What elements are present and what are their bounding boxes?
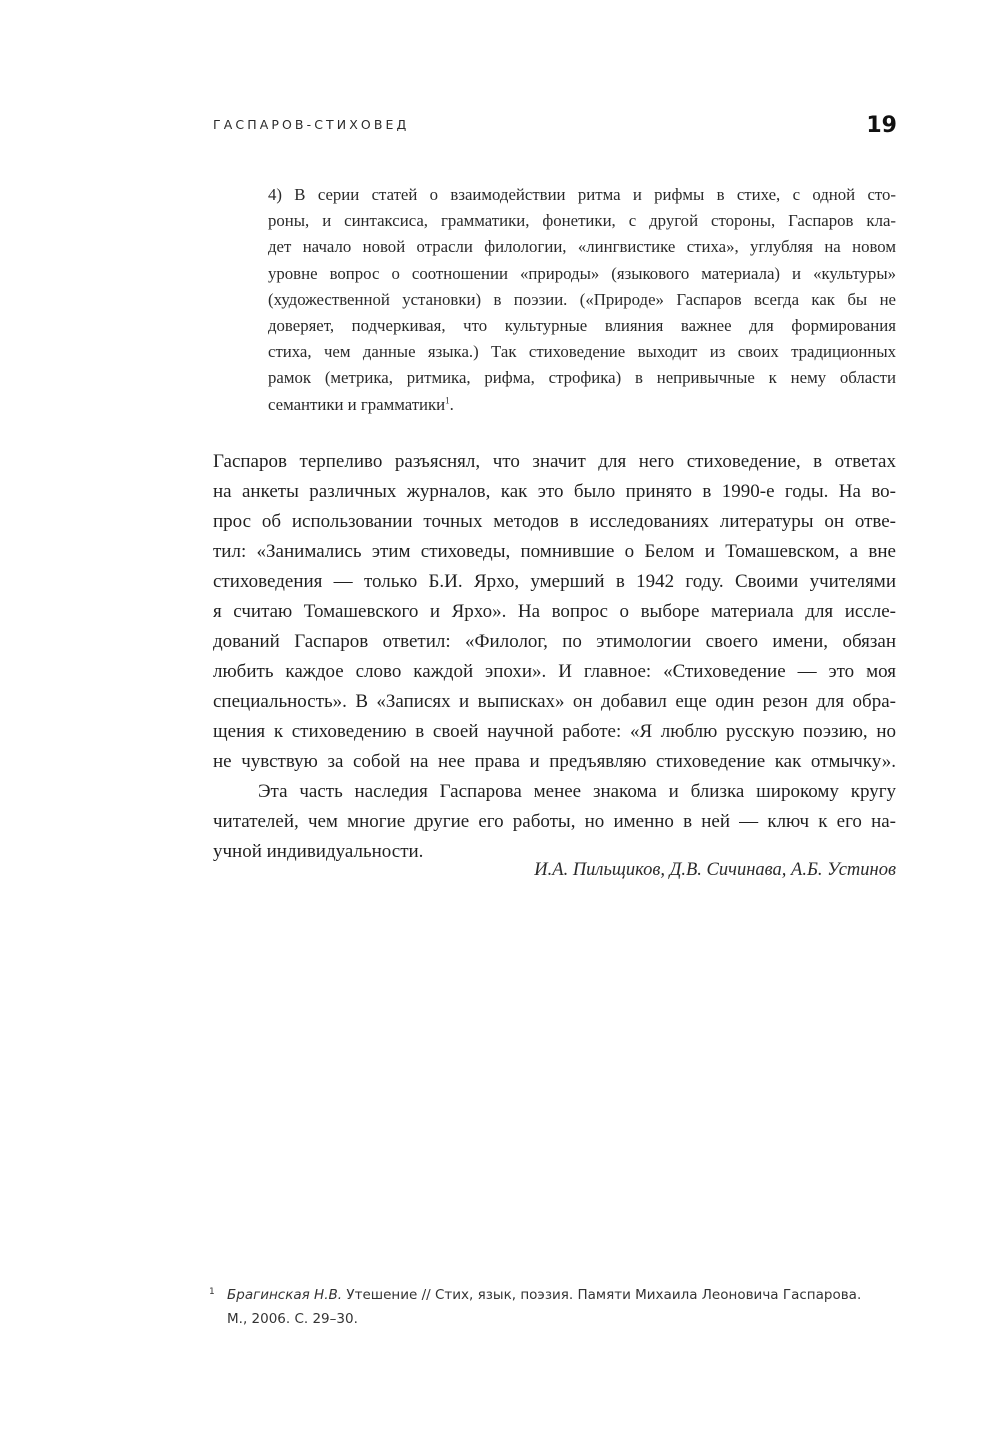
- authors-signature: И.А. Пильщиков, Д.В. Сичинава, А.Б. Устинов: [534, 860, 896, 880]
- main-text: [213, 447, 896, 867]
- body-line: учной индивидуальности.: [213, 841, 424, 862]
- footnote: [209, 1283, 903, 1331]
- body-line: любить каждое слово каждой эпохи». И главное: «Стиховедение — это моя: [213, 661, 896, 682]
- body-line: на анкеты различных журналов, как это было принято в 1990-е годы. На во-: [213, 481, 896, 502]
- footnote-reference[interactable]: 1: [445, 395, 450, 406]
- footnote-body: [213, 1283, 903, 1331]
- body-line: Эта часть наследия Гаспарова менее знакома и близка широкому кругу: [258, 781, 896, 802]
- quote-line: стиха, чем данные языка.) Так стиховедение выходит из своих традиционных: [268, 342, 896, 362]
- paragraph-1: [213, 447, 896, 777]
- quote-line: (художественной установки) в поэзии. («Природе» Гаспаров всегда как бы не: [268, 289, 896, 309]
- body-line: Гаспаров терпеливо разъяснял, что значит для него стиховедение, в ответах: [213, 451, 896, 472]
- paragraph-2: [213, 777, 896, 867]
- quote-line-text: семантики и грамматики: [268, 394, 446, 414]
- body-line: дований Гаспаров ответил: «Филолог, по этимологии своего имени, обязан: [213, 631, 896, 652]
- quote-line: роны, и синтаксиса, грамматики, фонетики, с другой стороны, Гаспаров кла-: [268, 211, 896, 231]
- running-title: ГАСПАРОВ-СТИХОВЕД: [213, 117, 410, 132]
- quote-line: дет начало новой отрасли филологии, «лингвистике стиха», углубляя на новом: [268, 237, 896, 257]
- quote-line: рамок (метрика, ритмика, рифма, строфика) в непривычные к нему области: [268, 368, 896, 388]
- quote-line: доверяет, подчеркивая, что культурные влияния важнее для формирования: [268, 316, 896, 336]
- quote-line-last: семантики и грамматики$^1$.: [268, 394, 454, 414]
- footnote-mark: 1: [209, 1287, 215, 1297]
- page-number: 19: [866, 113, 897, 138]
- block-quote: [268, 182, 896, 418]
- body-line: читателей, чем многие другие его работы, но именно в ней — ключ к его на-: [213, 811, 896, 832]
- quote-line: 4) В серии статей о взаимодействии ритма и рифмы в стихе, с одной сто-: [268, 185, 896, 204]
- body-line: щения к стиховедению в своей научной работе: «Я люблю русскую поэзию, но: [213, 721, 896, 742]
- body-line: прос об использовании точных методов в исследованиях литературы он отве-: [213, 511, 896, 532]
- body-line: я считаю Томашевского и Ярхо». На вопрос о выборе материала для иссле-: [213, 601, 896, 622]
- body-line: тил: «Занимались этим стиховеды, помнившие о Белом и Томашевском, а вне: [213, 541, 896, 562]
- quote-line: уровне вопрос о соотношении «природы» (языкового материала) и «культуры»: [268, 263, 896, 283]
- body-line: стиховедения — только Б.И. Ярхо, умерший в 1942 году. Своими учителями: [213, 571, 896, 592]
- footnote-text: Утешение // Стих, язык, поэзия. Памяти Михаила Леоновича Гаспарова.: [342, 1287, 862, 1303]
- footnote-text-line2: М., 2006. С. 29–30.: [227, 1311, 358, 1327]
- body-line: не чувствую за собой на нее права и предъявляю стиховедение как отмычку».: [213, 751, 896, 772]
- body-line: специальность». В «Записях и выписках» он добавил еще один резон для обра-: [213, 691, 896, 712]
- footnote-author: Брагинская Н.В.: [227, 1287, 343, 1303]
